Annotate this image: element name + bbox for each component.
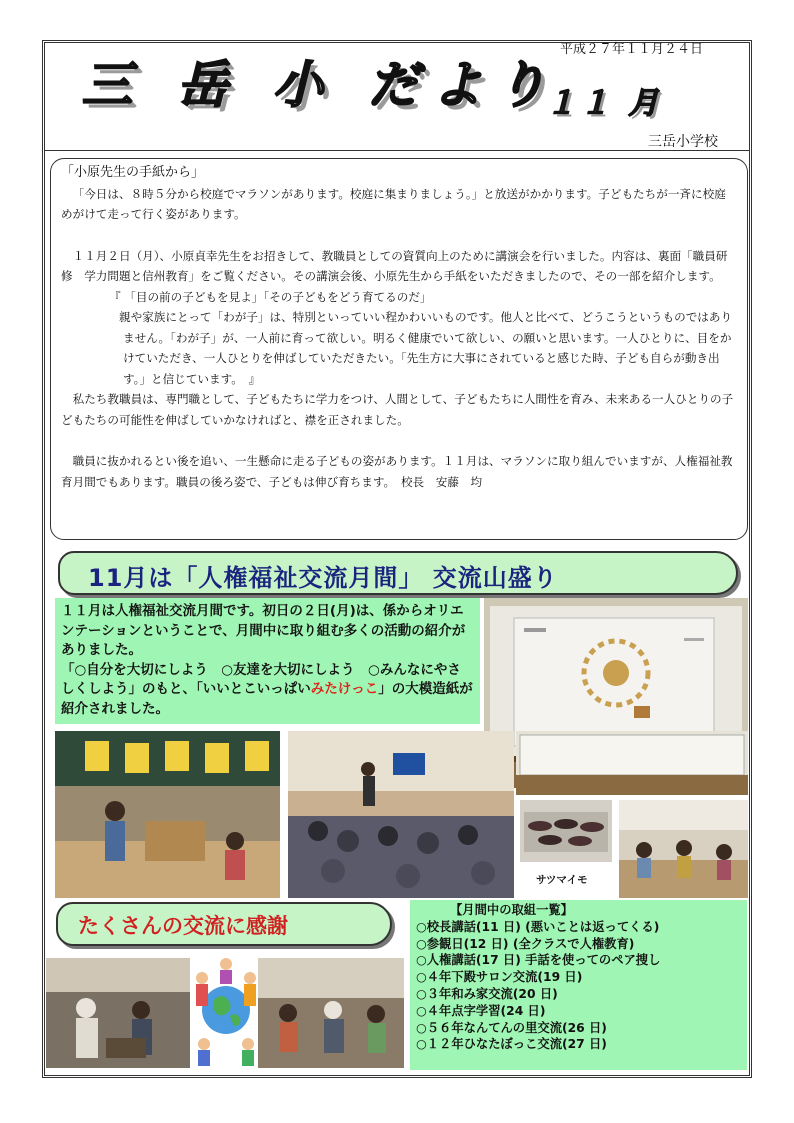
activity-list-panel [410,900,747,1070]
intro-text-a: １１月は人権福祉交流月間です。初日の２日(月)は、係からオリエンテーションということで、月間中に取り組む多くの活動の紹介がありました。 [61,603,466,658]
photo-assembly [288,731,514,898]
photo-group-activity [619,800,748,898]
list-item: ○参観日(12 日) (全クラスで人権教育) [416,936,635,951]
list-item: ○４年点字学習(24 日) [416,1003,546,1018]
globe-children-clipart [190,950,262,1068]
photo-exchange-right [258,958,404,1068]
header-divider [44,150,750,151]
principal-letter-box [50,158,748,540]
intro-panel [55,598,480,724]
section2-banner [56,902,392,946]
list-item: ○校長講話(11 日) (悪いことは返ってくる) [416,919,660,934]
list-item: ○５６年なんてんの里交流(26 日) [416,1020,607,1035]
intro-text-b: 「○自分を大切にしよう ○友達を大切にしよう ○みんなにやさしくしよう」のもと、「いいとこいっぱい [61,661,461,697]
section1-banner-text: 11月は「人権福祉交流月間」 交流山盛り [88,564,558,592]
list-item: ○人権講話(17 日) 手話を使ってのペア捜し [416,953,661,968]
photo-classroom [55,731,280,898]
intro-highlight: みたけっこ [310,681,379,697]
letter-title: 「小原先生の手紙から」 [61,165,205,180]
activity-list-header: 【月間中の取組一覧】 [450,903,573,917]
principal-signature: 校長 安藤 均 [400,474,483,489]
list-item: ○４年下殿サロン交流(19 日) [416,970,583,985]
photo-exchange-left [46,958,194,1068]
letter-paragraph-4: 職員に抜かれるとい後を追い、一生懸命に走る子どもの姿があります。１１月は、マラソンに取り組んでいますが、人権福祉教育月間でもあります。職員の後ろ姿で、子どもは伸び育ちます。 校長 安藤 均 [61,454,733,489]
issue-date: 平成２７年１１月２４日 [560,42,704,57]
list-item: ○３年和み家交流(20 日) [416,986,558,1001]
sweet-potato-caption: サツマイモ [536,874,588,886]
letter-paragraph-3: 私たち教職員は、専門職として、子どもたちに学力をつけ、人間として、子どもたちに人間性を育み、未来ある一人ひとりの子どもたちの可能性を伸ばしていかなければと、襟を正されました。 [61,392,734,427]
photo-whiteboard [516,731,748,795]
quote-title: 『 「目の前の子どもを見よ」「その子どもをどう育てるのだ」 [109,289,432,304]
list-item: ○１２年ひなたぼっこ交流(27 日) [416,1037,607,1052]
section1-banner [58,551,738,595]
letter-paragraph-2: １１月２日（月）、小原貞幸先生をお招きして、教職員としての資質向上のために講演会を行いました。内容は、裏面「職員研修 学力問題と信州教育」をご覧ください。その講演会後、小原先生から手紙をいただきましたので、その一部を紹介します。 [61,248,728,283]
issue-month: １１ 月 [546,86,663,121]
photo-sweet-potato [520,800,612,862]
section2-banner-text: たくさんの交流に感謝 [78,914,288,938]
school-name: 三岳小学校 [648,134,718,150]
newsletter-title: 三 岳 小 だより [82,56,561,114]
intro-text-c: 」の大模造紙が紹介されました。 [61,681,473,717]
letter-paragraph-1: 「今日は、８時５分から校庭でマラソンがあります。校庭に集まりましょう。」と放送がかかります。子どもたちが一斉に校庭めがけて走って行く姿があります。 [61,186,726,221]
quote-body: 親や家族にとって「わが子」は、特別といっていい程かわいいものです。他人と比べて、どうこうというものではありません。「わが子」が、一人前に育って欲しい。明るく健康でいて欲しい、の願いと思います。一人ひとりに、目をかけていただき、一人ひとりを伸ばしていただきたい。「先生方に大事にされていると感じた時、子ども自らが動き出す。」と信じています。 』 [119,310,733,386]
